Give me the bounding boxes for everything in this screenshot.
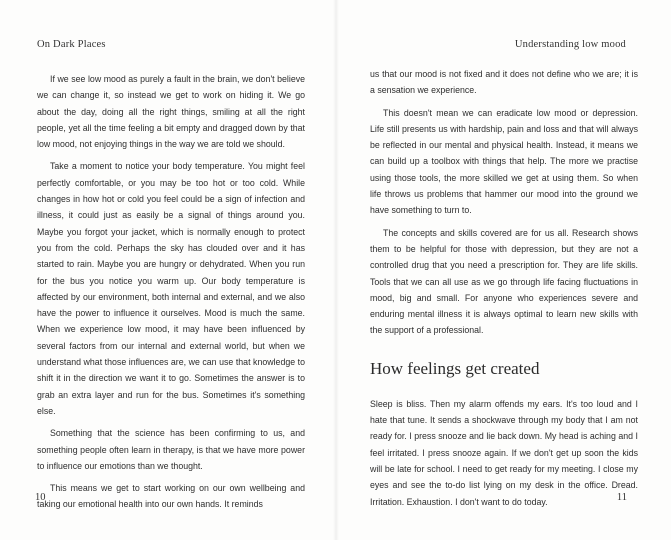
right-paragraph-2: This doesn't mean we can eradicate low mood or depression. Life still presents us with hardship, pain and loss and that will always be reflected in our mental and physical health. Instead, it means we can build up a toolbox with things that help. The more we practise using those tools, the more skilled we get at using them. So when life throws us problems that hammer our mood into the ground we have something to turn to. <box>370 107 638 216</box>
left-running-head: On Dark Places <box>37 39 106 50</box>
right-paragraph-4: Sleep is bliss. Then my alarm offends my ears. It's too loud and I hate that tune. It sends a shockwave through my body that I am not ready for. I press snooze and lie back down. My head is aching and I feel irritated. I press snooze again. If we don't get up soon the kids will be late for school. I need to get ready for my meeting. I close my eyes and see the to-do list lying on my desk in the office. Dread. Irritation. Exhaustion. I don't want to do today. <box>370 398 638 507</box>
section-heading: How feelings get created <box>370 358 540 378</box>
left-paragraph-1: If we see low mood as purely a fault in the brain, we don't believe we can change it, so instead we get to work on hiding it. We go about the day, doing all the right things, smiling at all the right people, yet all the time feeling a bit empty and dragged down by that low mood, not enjoying things in the way we are told we should. <box>37 74 305 150</box>
right-page-number: 11 <box>616 492 627 503</box>
left-page <box>0 0 335 540</box>
left-paragraph-3: Something that the science has been confirming to us, and something people often learn in therapy, is that we have more power to influence our emotions than we thought. <box>37 428 305 471</box>
right-page <box>336 0 671 540</box>
right-running-head: Understanding low mood <box>514 39 626 50</box>
left-page-number: 10 <box>35 492 46 503</box>
left-body-text <box>37 71 305 513</box>
left-paragraph-2: Take a moment to notice your body temperature. You might feel perfectly comfortable, or you may be too hot or too cold. While changes in how hot or cold you feel could be a sign of infection and illness, it could just as easily be a signal of things around you. Maybe you forgot your jacket, which is normally enough to protect you from the cold. Perhaps the sky has clouded over and it has started to rain. Maybe you are hungry or dehydrated. When you run for the bus you notice you warm up. Our body temperature is affected by our environment, both internal and external, and we also have the power to influence it ourselves. Mood is much the same. When we experience low mood, it may have been influenced by several factors from our internal and external world, but when we understand what those influences are, we can use that knowledge to shift it in the direction we want it to go. Sometimes the answer is to grab an extra layer and run for the bus. Sometimes it's something else. <box>37 161 305 416</box>
right-body-text <box>370 66 638 510</box>
left-paragraph-4: This means we get to start working on our own wellbeing and taking our emotional health into our own hands. It reminds <box>37 483 305 510</box>
right-paragraph-3: The concepts and skills covered are for us all. Research shows them to be helpful for those with depression, but they are not a controlled drug that you need a prescription for. They are life skills. Tools that we can all use as we go through life facing fluctuations in mood, big and small. For anyone who experiences severe and enduring mental illness it is always optimal to learn new skills with the support of a professional. <box>370 227 638 336</box>
right-paragraph-1: us that our mood is not fixed and it does not define who we are; it is a sensation we experience. <box>370 69 638 96</box>
